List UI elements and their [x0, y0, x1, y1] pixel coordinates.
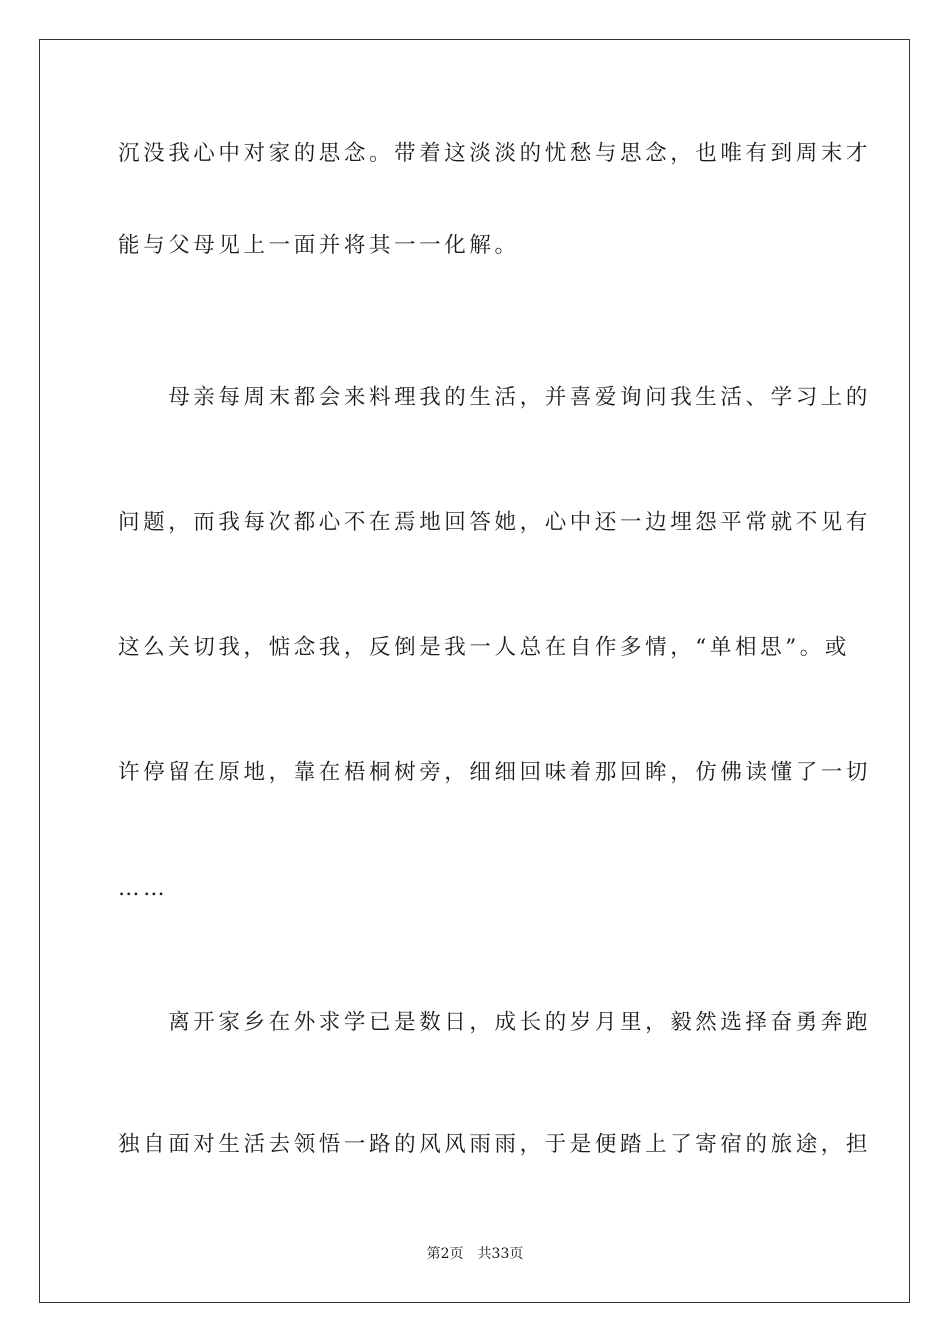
text-line-3: 母亲每周末都会来料理我的生活，并喜爱询问我生活、学习上的	[118, 385, 872, 410]
text-line-1: 沉没我心中对家的思念。带着这淡淡的忧愁与思念，也唯有到周末才	[118, 141, 872, 166]
text-line-9: 独自面对生活去领悟一路的风风雨雨，于是便踏上了寄宿的旅途，担	[118, 1132, 872, 1157]
text-line-2: 能与父母见上一面并将其一一化解。	[118, 233, 520, 258]
text-line-7: ……	[118, 876, 169, 901]
text-line-6: 许停留在原地，靠在梧桐树旁，细细回味着那回眸，仿佛读懂了一切	[118, 760, 872, 785]
text-line-4: 问题，而我每次都心不在焉地回答她，心中还一边埋怨平常就不见有	[118, 510, 872, 535]
text-line-5: 这么关切我，惦念我，反倒是我一人总在自作多情，“单相思”。或	[118, 635, 850, 660]
page-number: 第2页	[426, 1246, 464, 1262]
text-line-8: 离开家乡在外求学已是数日，成长的岁月里，毅然选择奋勇奔跑	[118, 1010, 872, 1035]
page-footer	[0, 1244, 950, 1264]
page-border	[39, 39, 910, 1303]
page-total: 共33页	[477, 1246, 524, 1262]
